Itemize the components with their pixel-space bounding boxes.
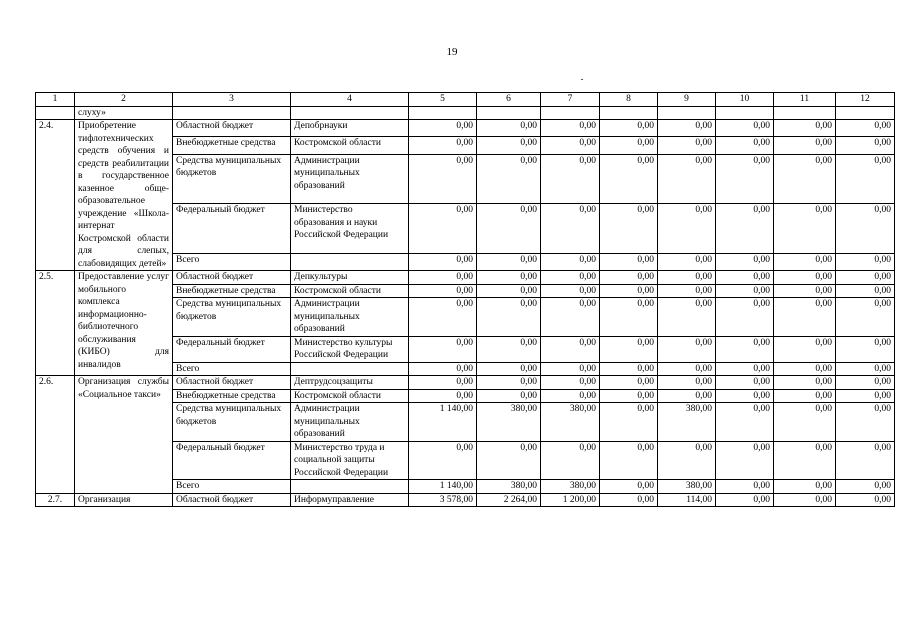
amount-cell: 0,00 — [541, 298, 600, 337]
amount-cell: 0,00 — [541, 362, 600, 376]
executor: Министерство труда и социальной защиты Российской Федерации — [291, 441, 409, 480]
funding-source: Средства муниципальных бюджетов — [173, 154, 291, 203]
amount-cell: 2 264,00 — [477, 493, 541, 507]
amount-cell: 0,00 — [600, 336, 658, 362]
item-number: 2.5. — [36, 271, 75, 376]
funding-source: Федеральный бюджет — [173, 336, 291, 362]
funding-source: Внебюджетные средства — [173, 284, 291, 298]
column-number: 8 — [600, 93, 658, 107]
amount-cell: 0,00 — [477, 441, 541, 480]
amount-cell: 0,00 — [836, 336, 895, 362]
amount-cell: 380,00 — [658, 480, 716, 494]
amount-cell: 0,00 — [541, 284, 600, 298]
amount-cell: 0,00 — [716, 389, 774, 403]
amount-cell: 380,00 — [541, 403, 600, 442]
amount-cell: 0,00 — [600, 204, 658, 253]
amount-cell: 380,00 — [541, 480, 600, 494]
amount-cell: 0,00 — [409, 154, 477, 203]
amount-cell: 0,00 — [541, 336, 600, 362]
amount-cell: 0,00 — [716, 403, 774, 442]
executor: Дептрудсоцзащиты — [291, 376, 409, 390]
amount-cell: 0,00 — [658, 137, 716, 154]
amount-cell: 0,00 — [774, 362, 836, 376]
amount-cell: 0,00 — [600, 389, 658, 403]
amount-cell: 0,00 — [409, 284, 477, 298]
executor: Администрации муниципальных образований — [291, 403, 409, 442]
amount-cell: 0,00 — [541, 376, 600, 390]
amount-cell: 0,00 — [477, 284, 541, 298]
amount-cell: 0,00 — [716, 154, 774, 203]
amount-cell: 0,00 — [409, 362, 477, 376]
empty-cell — [477, 106, 541, 120]
amount-cell: 0,00 — [716, 298, 774, 337]
amount-cell: 0,00 — [774, 120, 836, 137]
amount-cell: 0,00 — [600, 403, 658, 442]
funding-source: Средства муниципальных бюджетов — [173, 298, 291, 337]
amount-cell: 0,00 — [716, 493, 774, 507]
empty-cell — [836, 106, 895, 120]
amount-cell: 0,00 — [836, 362, 895, 376]
amount-cell: 0,00 — [658, 284, 716, 298]
amount-cell: 0,00 — [658, 441, 716, 480]
funding-source: Средства муниципальных бюджетов — [173, 403, 291, 442]
column-number: 10 — [716, 93, 774, 107]
executor: Депобрнауки — [291, 120, 409, 137]
amount-cell: 0,00 — [541, 389, 600, 403]
amount-cell: 0,00 — [836, 376, 895, 390]
amount-cell: 0,00 — [658, 336, 716, 362]
funding-source: Областной бюджет — [173, 376, 291, 390]
table-row — [36, 271, 895, 285]
item-number: 2.6. — [36, 376, 75, 494]
amount-cell: 0,00 — [541, 120, 600, 137]
amount-cell: 0,00 — [658, 204, 716, 253]
amount-cell: 0,00 — [836, 441, 895, 480]
empty-cell — [173, 106, 291, 120]
amount-cell: 0,00 — [774, 204, 836, 253]
amount-cell: 0,00 — [716, 253, 774, 270]
amount-cell: 0,00 — [541, 204, 600, 253]
executor: Министерство образования и науки Российской Федерации — [291, 204, 409, 253]
amount-cell: 0,00 — [477, 253, 541, 270]
amount-cell: 0,00 — [716, 137, 774, 154]
amount-cell: 0,00 — [477, 389, 541, 403]
amount-cell: 0,00 — [477, 298, 541, 337]
amount-cell: 0,00 — [836, 204, 895, 253]
amount-cell: 0,00 — [658, 298, 716, 337]
item-name: Приобретение тифлотехнических средств обучения и средств реабилитации в государственное казенное обще-образовательное учреждение «Школа-интернат Костромской области для слепых, слабовидящих детей» — [75, 120, 173, 271]
amount-cell: 0,00 — [409, 204, 477, 253]
amount-cell: 0,00 — [477, 204, 541, 253]
empty-cell — [658, 106, 716, 120]
empty-cell — [774, 106, 836, 120]
funding-source: Всего — [173, 253, 291, 270]
amount-cell: 0,00 — [716, 284, 774, 298]
executor: Администрации муниципальных образований — [291, 298, 409, 337]
amount-cell: 0,00 — [477, 154, 541, 203]
column-number: 2 — [75, 93, 173, 107]
scan-speck — [581, 79, 583, 80]
amount-cell: 0,00 — [774, 389, 836, 403]
amount-cell: 380,00 — [658, 403, 716, 442]
amount-cell: 1 200,00 — [541, 493, 600, 507]
column-number: 11 — [774, 93, 836, 107]
executor: Депкультуры — [291, 271, 409, 285]
amount-cell: 0,00 — [836, 284, 895, 298]
column-number: 9 — [658, 93, 716, 107]
column-number: 12 — [836, 93, 895, 107]
amount-cell: 0,00 — [409, 137, 477, 154]
amount-cell: 0,00 — [600, 298, 658, 337]
column-number: 4 — [291, 93, 409, 107]
amount-cell: 0,00 — [716, 271, 774, 285]
item-name: Организация — [75, 493, 173, 507]
executor: Костромской области — [291, 137, 409, 154]
amount-cell: 0,00 — [658, 271, 716, 285]
executor: Министерство культуры Российской Федерации — [291, 336, 409, 362]
item-name: Организация службы «Социальное такси» — [75, 376, 173, 494]
amount-cell: 0,00 — [600, 137, 658, 154]
amount-cell: 0,00 — [774, 403, 836, 442]
amount-cell: 0,00 — [774, 271, 836, 285]
amount-cell: 0,00 — [774, 480, 836, 494]
amount-cell: 0,00 — [716, 362, 774, 376]
funding-source: Внебюджетные средства — [173, 389, 291, 403]
continuation-row — [36, 106, 895, 120]
amount-cell: 0,00 — [541, 253, 600, 270]
amount-cell: 114,00 — [658, 493, 716, 507]
amount-cell: 0,00 — [658, 376, 716, 390]
amount-cell: 0,00 — [774, 284, 836, 298]
amount-cell: 0,00 — [774, 376, 836, 390]
amount-cell: 0,00 — [658, 154, 716, 203]
executor: Костромской области — [291, 389, 409, 403]
row-id-cell — [36, 106, 75, 120]
column-number: 1 — [36, 93, 75, 107]
amount-cell: 0,00 — [409, 376, 477, 390]
amount-cell: 0,00 — [836, 403, 895, 442]
item-name: Предоставление услуг мобильного комплекса информационно-библиотечного обслуживания (КИБО) для инвалидов — [75, 271, 173, 376]
amount-cell: 0,00 — [600, 284, 658, 298]
amount-cell: 0,00 — [774, 298, 836, 337]
amount-cell: 0,00 — [658, 120, 716, 137]
amount-cell: 0,00 — [409, 441, 477, 480]
amount-cell: 0,00 — [774, 253, 836, 270]
amount-cell: 0,00 — [716, 480, 774, 494]
amount-cell: 0,00 — [409, 336, 477, 362]
amount-cell: 0,00 — [836, 493, 895, 507]
amount-cell: 3 578,00 — [409, 493, 477, 507]
funding-source: Всего — [173, 480, 291, 494]
amount-cell: 0,00 — [600, 120, 658, 137]
amount-cell: 0,00 — [600, 493, 658, 507]
empty-cell — [541, 106, 600, 120]
amount-cell: 0,00 — [477, 137, 541, 154]
amount-cell: 0,00 — [716, 336, 774, 362]
amount-cell: 0,00 — [600, 154, 658, 203]
item-number: 2.7. — [36, 493, 75, 507]
amount-cell: 0,00 — [658, 362, 716, 376]
amount-cell: 380,00 — [477, 403, 541, 442]
budget-table — [35, 92, 895, 507]
funding-source: Всего — [173, 362, 291, 376]
amount-cell: 0,00 — [716, 204, 774, 253]
table-row — [36, 376, 895, 390]
amount-cell: 0,00 — [836, 120, 895, 137]
amount-cell: 0,00 — [774, 154, 836, 203]
amount-cell: 0,00 — [541, 271, 600, 285]
column-number: 6 — [477, 93, 541, 107]
amount-cell: 0,00 — [600, 271, 658, 285]
amount-cell: 0,00 — [541, 441, 600, 480]
funding-source: Областной бюджет — [173, 493, 291, 507]
amount-cell: 0,00 — [716, 120, 774, 137]
executor: Администрации муниципальных образований — [291, 154, 409, 203]
page-number: 19 — [446, 46, 458, 58]
empty-cell — [716, 106, 774, 120]
amount-cell: 0,00 — [409, 120, 477, 137]
amount-cell: 0,00 — [836, 271, 895, 285]
funding-source: Внебюджетные средства — [173, 137, 291, 154]
funding-source: Областной бюджет — [173, 120, 291, 137]
amount-cell: 0,00 — [836, 480, 895, 494]
executor: Костромской области — [291, 284, 409, 298]
amount-cell: 0,00 — [477, 120, 541, 137]
item-number: 2.4. — [36, 120, 75, 271]
amount-cell: 0,00 — [836, 253, 895, 270]
amount-cell: 0,00 — [716, 376, 774, 390]
amount-cell: 0,00 — [600, 441, 658, 480]
amount-cell: 1 140,00 — [409, 480, 477, 494]
column-number: 3 — [173, 93, 291, 107]
amount-cell: 0,00 — [409, 253, 477, 270]
amount-cell: 0,00 — [477, 376, 541, 390]
table-row — [36, 493, 895, 507]
amount-cell: 0,00 — [600, 480, 658, 494]
amount-cell: 0,00 — [836, 298, 895, 337]
amount-cell: 1 140,00 — [409, 403, 477, 442]
amount-cell: 0,00 — [774, 493, 836, 507]
column-number: 7 — [541, 93, 600, 107]
amount-cell: 0,00 — [600, 362, 658, 376]
amount-cell: 0,00 — [409, 298, 477, 337]
amount-cell: 0,00 — [774, 441, 836, 480]
amount-cell: 0,00 — [541, 154, 600, 203]
amount-cell: 0,00 — [409, 271, 477, 285]
column-number: 5 — [409, 93, 477, 107]
amount-cell: 0,00 — [600, 253, 658, 270]
column-number-row — [36, 93, 895, 107]
amount-cell: 0,00 — [836, 389, 895, 403]
amount-cell: 0,00 — [600, 376, 658, 390]
amount-cell: 0,00 — [836, 154, 895, 203]
executor — [291, 480, 409, 494]
amount-cell: 0,00 — [774, 336, 836, 362]
amount-cell: 0,00 — [658, 253, 716, 270]
amount-cell: 0,00 — [774, 137, 836, 154]
amount-cell: 0,00 — [477, 362, 541, 376]
empty-cell — [291, 106, 409, 120]
funding-source: Федеральный бюджет — [173, 441, 291, 480]
amount-cell: 0,00 — [541, 137, 600, 154]
executor — [291, 253, 409, 270]
funding-source: Федеральный бюджет — [173, 204, 291, 253]
funding-source: Областной бюджет — [173, 271, 291, 285]
amount-cell: 0,00 — [658, 389, 716, 403]
amount-cell: 0,00 — [836, 137, 895, 154]
amount-cell: 0,00 — [477, 271, 541, 285]
table-row — [36, 120, 895, 137]
executor: Информуправление — [291, 493, 409, 507]
amount-cell: 0,00 — [409, 389, 477, 403]
executor — [291, 362, 409, 376]
amount-cell: 380,00 — [477, 480, 541, 494]
continuation-text: слуху» — [75, 106, 173, 120]
amount-cell: 0,00 — [477, 336, 541, 362]
table-body — [36, 93, 895, 507]
empty-cell — [600, 106, 658, 120]
empty-cell — [409, 106, 477, 120]
amount-cell: 0,00 — [716, 441, 774, 480]
